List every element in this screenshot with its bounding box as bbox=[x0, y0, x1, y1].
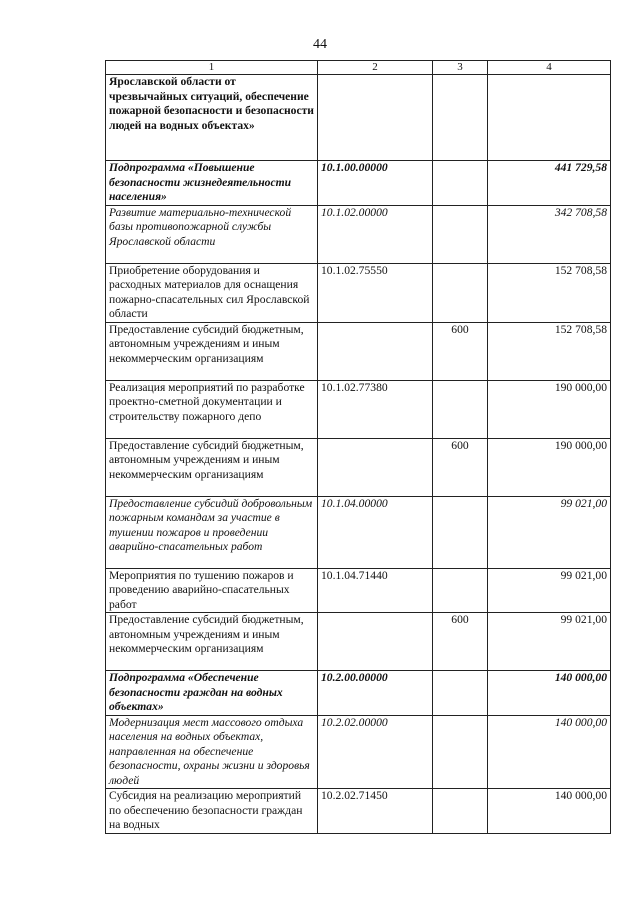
row-type-cell bbox=[433, 715, 488, 789]
row-code-cell: 10.1.02.77380 bbox=[318, 380, 433, 438]
table-row bbox=[106, 322, 611, 380]
table-row bbox=[106, 205, 611, 263]
row-code-cell: 10.2.02.00000 bbox=[318, 715, 433, 789]
row-name-cell: Модернизация мест массового отдыха населения на водных объектах, направленная на обеспечение безопасности, охраны жизни и здоровья людей bbox=[106, 715, 318, 789]
table-row bbox=[106, 263, 611, 322]
table-row bbox=[106, 75, 611, 161]
row-code-cell bbox=[318, 613, 433, 671]
table-row bbox=[106, 568, 611, 613]
row-code-cell: 10.1.04.00000 bbox=[318, 496, 433, 568]
column-header-row bbox=[106, 61, 611, 75]
row-code-cell bbox=[318, 438, 433, 496]
row-name-cell: Подпрограмма «Обеспечение безопасности граждан на водных объектах» bbox=[106, 671, 318, 716]
row-code-cell bbox=[318, 75, 433, 161]
table-row bbox=[106, 715, 611, 789]
row-amount-cell: 140 000,00 bbox=[488, 789, 611, 834]
row-amount-cell: 152 708,58 bbox=[488, 263, 611, 322]
column-header: 3 bbox=[433, 61, 488, 75]
column-header: 2 bbox=[318, 61, 433, 75]
row-amount-cell: 140 000,00 bbox=[488, 715, 611, 789]
row-type-cell bbox=[433, 205, 488, 263]
row-type-cell bbox=[433, 496, 488, 568]
row-amount-cell bbox=[488, 75, 611, 161]
row-name-cell: Развитие материально-технической базы противопожарной службы Ярославской области bbox=[106, 205, 318, 263]
row-name-cell: Реализация мероприятий по разработке проектно-сметной документации и строительству пожарного депо bbox=[106, 380, 318, 438]
row-amount-cell: 190 000,00 bbox=[488, 380, 611, 438]
row-amount-cell: 140 000,00 bbox=[488, 671, 611, 716]
row-type-cell: 600 bbox=[433, 438, 488, 496]
row-amount-cell: 99 021,00 bbox=[488, 496, 611, 568]
row-type-cell bbox=[433, 263, 488, 322]
row-type-cell bbox=[433, 789, 488, 834]
row-amount-cell: 152 708,58 bbox=[488, 322, 611, 380]
table-row bbox=[106, 613, 611, 671]
row-name-cell: Субсидия на реализацию мероприятий по обеспечению безопасности граждан на водных bbox=[106, 789, 318, 834]
table-row bbox=[106, 496, 611, 568]
row-type-cell bbox=[433, 380, 488, 438]
column-header: 4 bbox=[488, 61, 611, 75]
row-code-cell bbox=[318, 322, 433, 380]
row-name-cell: Ярославской области от чрезвычайных ситуаций, обеспечение пожарной безопасности и безопасности людей на водных объектах» bbox=[106, 75, 318, 161]
row-amount-cell: 190 000,00 bbox=[488, 438, 611, 496]
table-row bbox=[106, 438, 611, 496]
budget-table-body bbox=[106, 61, 611, 834]
row-amount-cell: 99 021,00 bbox=[488, 613, 611, 671]
row-name-cell: Подпрограмма «Повышение безопасности жизнедеятельности населения» bbox=[106, 161, 318, 206]
row-type-cell: 600 bbox=[433, 322, 488, 380]
row-type-cell bbox=[433, 75, 488, 161]
column-header: 1 bbox=[106, 61, 318, 75]
row-name-cell: Предоставление субсидий бюджетным, автономным учреждениям и иным некоммерческим организациям bbox=[106, 613, 318, 671]
row-name-cell: Предоставление субсидий бюджетным, автономным учреждениям и иным некоммерческим организациям bbox=[106, 322, 318, 380]
row-code-cell: 10.2.02.71450 bbox=[318, 789, 433, 834]
row-code-cell: 10.1.02.00000 bbox=[318, 205, 433, 263]
table-row bbox=[106, 380, 611, 438]
row-code-cell: 10.1.00.00000 bbox=[318, 161, 433, 206]
table-row bbox=[106, 789, 611, 834]
table-row bbox=[106, 161, 611, 206]
table-row bbox=[106, 671, 611, 716]
budget-table bbox=[105, 60, 611, 834]
row-amount-cell: 99 021,00 bbox=[488, 568, 611, 613]
row-code-cell: 10.1.04.71440 bbox=[318, 568, 433, 613]
row-code-cell: 10.2.00.00000 bbox=[318, 671, 433, 716]
row-name-cell: Предоставление субсидий бюджетным, автономным учреждениям и иным некоммерческим организациям bbox=[106, 438, 318, 496]
page-number: 44 bbox=[313, 37, 327, 52]
row-type-cell: 600 bbox=[433, 613, 488, 671]
row-amount-cell: 441 729,58 bbox=[488, 161, 611, 206]
row-amount-cell: 342 708,58 bbox=[488, 205, 611, 263]
row-type-cell bbox=[433, 161, 488, 206]
row-type-cell bbox=[433, 671, 488, 716]
row-name-cell: Предоставление субсидий добровольным пожарным командам за участие в тушении пожаров и проведении аварийно-спасательных работ bbox=[106, 496, 318, 568]
row-name-cell: Приобретение оборудования и расходных материалов для оснащения пожарно-спасательных сил Ярославской области bbox=[106, 263, 318, 322]
row-code-cell: 10.1.02.75550 bbox=[318, 263, 433, 322]
row-type-cell bbox=[433, 568, 488, 613]
row-name-cell: Мероприятия по тушению пожаров и проведению аварийно-спасательных работ bbox=[106, 568, 318, 613]
